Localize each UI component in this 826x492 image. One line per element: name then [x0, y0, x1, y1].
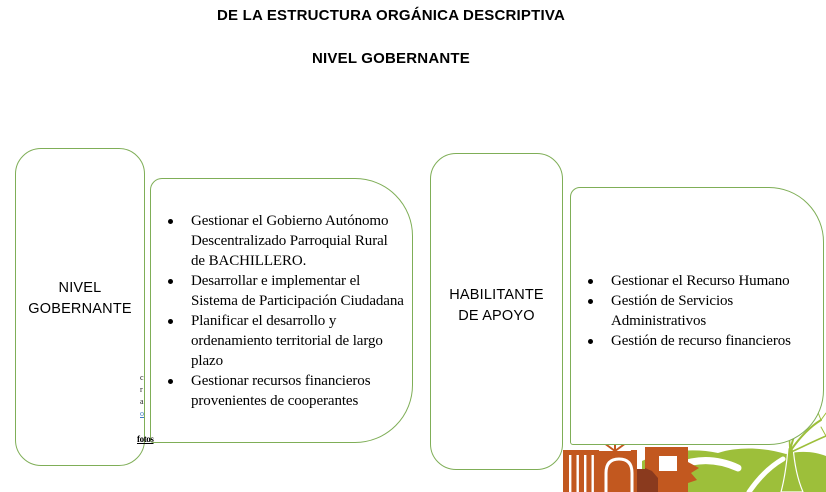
fragment-letter: a [140, 397, 144, 406]
bullet-icon [588, 279, 593, 284]
function-text: Desarrollar e implementar el Sistema de Participación Ciudadana [191, 273, 404, 309]
support-functions-list [571, 271, 817, 351]
building-icon [563, 439, 699, 492]
bullet-icon [588, 339, 593, 344]
support-functions-panel [570, 187, 824, 445]
function-item [571, 291, 817, 331]
doorway-shadow [637, 469, 645, 492]
governing-level-box [15, 148, 145, 466]
clipped-text-fragments [140, 372, 152, 420]
function-text: Gestionar recursos financieros provenientes de cooperantes [191, 373, 371, 409]
bullet-icon [168, 279, 173, 284]
fragment-letter: c [140, 373, 144, 382]
square-window-icon [659, 456, 677, 471]
label-line: NIVEL [58, 280, 102, 296]
bullet-icon [168, 219, 173, 224]
bullet-icon [588, 299, 593, 304]
function-text: Gestionar el Gobierno Autónomo Descentralizado Parroquial Rural de BACHILLERO. [191, 213, 389, 269]
function-item [151, 271, 404, 311]
label-line: DE APOYO [458, 307, 535, 324]
support-level-box [430, 153, 563, 470]
support-level-label [449, 285, 544, 327]
function-item [571, 271, 817, 291]
function-text: Gestionar el Recurso Humano [611, 273, 790, 289]
function-text: Gestión de Servicios Administrativos [611, 293, 734, 329]
governing-level-label [28, 278, 132, 320]
governing-functions-list [151, 211, 404, 411]
clipped-text-word: fotos [137, 434, 154, 444]
document-title: DE LA ESTRUCTURA ORGÁNICA DESCRIPTIVA [217, 7, 565, 24]
function-item [571, 331, 817, 351]
function-item [151, 311, 404, 371]
bullet-icon [168, 379, 173, 384]
bullet-icon [168, 319, 173, 324]
function-item [151, 371, 404, 411]
governing-functions-panel [150, 178, 413, 443]
document-subtitle: NIVEL GOBERNANTE [312, 50, 470, 67]
function-text: Gestión de recurso financieros [611, 333, 791, 349]
fragment-link-letter: o [140, 409, 144, 418]
label-line: GOBERNANTE [28, 301, 132, 317]
label-line: HABILITANTE [449, 286, 544, 303]
function-item [151, 211, 404, 271]
arch-door-icon [606, 459, 632, 492]
function-text: Planificar el desarrollo y ordenamiento territorial de largo plazo [191, 313, 383, 369]
fragment-letter: r [140, 385, 143, 394]
